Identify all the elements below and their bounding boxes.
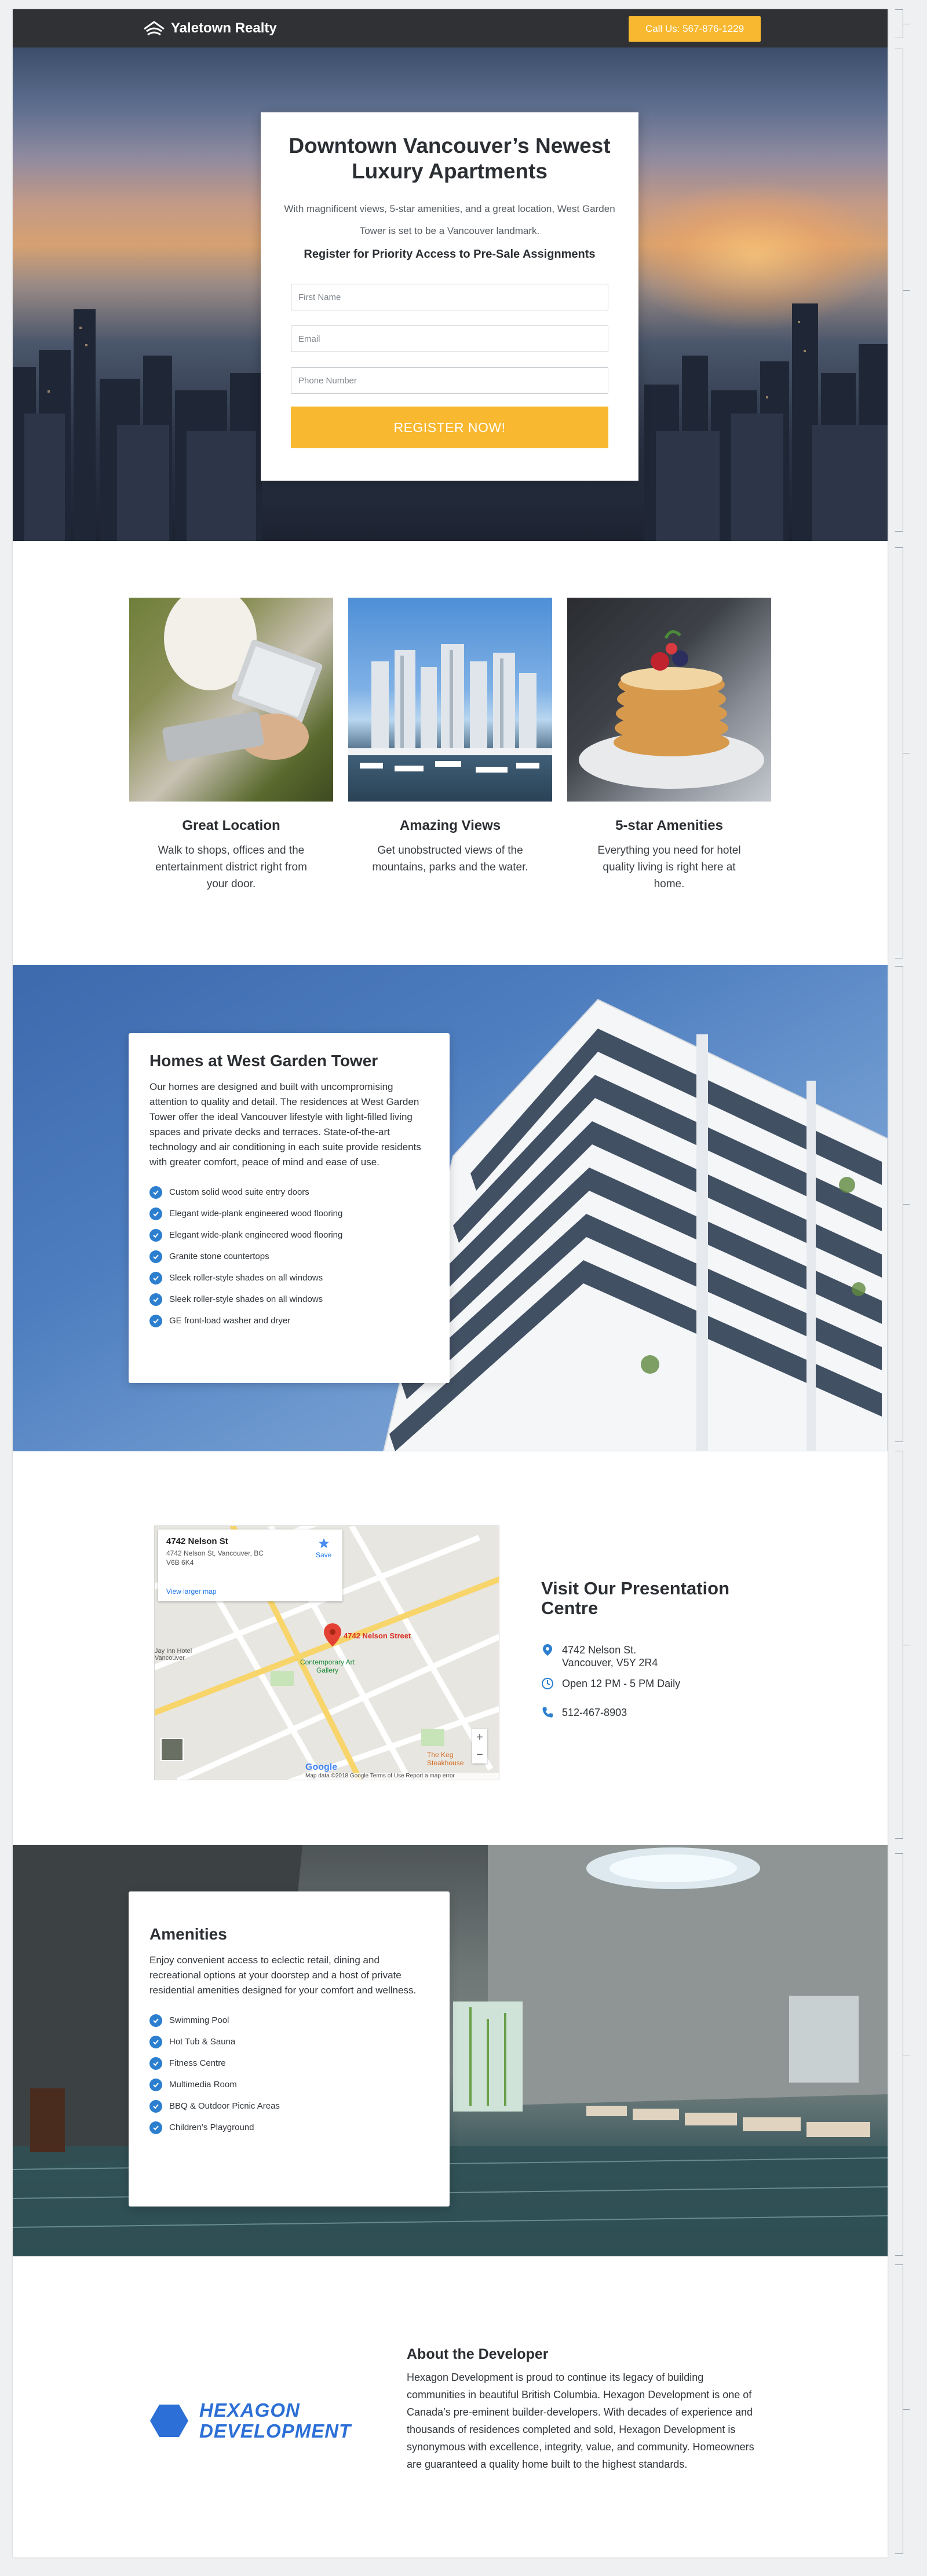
laptop-photo	[129, 598, 333, 802]
visit-phone-row[interactable]	[541, 1706, 627, 1719]
feature-text: Get unobstructed views of the mountains, parks and the water.	[372, 844, 528, 873]
amenities-list	[149, 2010, 429, 2138]
check-icon	[149, 1293, 162, 1306]
visit-hours: Open 12 PM - 5 PM Daily	[562, 1678, 681, 1689]
phone-icon	[541, 1706, 554, 1719]
hero-title: Downtown Vancouver’s Newest Luxury Apartments	[289, 134, 611, 183]
clock-icon	[541, 1677, 554, 1690]
check-icon	[149, 1315, 162, 1327]
map-attribution: Map data ©2018 Google Terms of Use Report a map error	[303, 1773, 499, 1780]
check-icon	[149, 2014, 162, 2027]
outline-bracket	[895, 2264, 903, 2554]
map-zoom-controls[interactable]: + −	[472, 1729, 487, 1763]
list-item	[149, 2074, 429, 2095]
register-form-card	[261, 112, 638, 481]
list-item	[149, 1246, 429, 1267]
map-place-address: 4742 Nelson St, Vancouver, BC V6B 6K4	[166, 1549, 264, 1567]
map-satellite-toggle[interactable]	[160, 1738, 184, 1761]
list-item-label: Fitness Centre	[169, 2058, 226, 2068]
register-button[interactable]: REGISTER NOW!	[291, 407, 608, 448]
list-item-label: Hot Tub & Sauna	[169, 2037, 236, 2047]
map-save-button[interactable]	[316, 1538, 331, 1559]
embedded-map[interactable]	[154, 1525, 499, 1780]
list-item-label: Sleek roller-style shades on all windows	[169, 1273, 323, 1283]
developer-description: Hexagon Development is proud to continue its legacy of building communities in beautiful British Columbia. Hexagon Development is one of Canada’s pre-eminent builder-developers. With decades of experience and thousands of residences completed and sold, Hexagon Development is synonymous with excellence, integrity, value, and community. Homeowners are guaranteed a quality home built to the highest standards.	[407, 2372, 754, 2470]
map-keg-label: The Keg Steakhouse	[427, 1751, 464, 1767]
hexagon-logo-icon	[149, 2403, 189, 2438]
list-item	[149, 1310, 429, 1331]
check-icon	[149, 2079, 162, 2091]
list-item	[149, 2052, 429, 2074]
developer-title: About the Developer	[407, 2346, 549, 2362]
view-larger-map-link[interactable]: View larger map	[166, 1587, 217, 1596]
feature-amazing-views	[348, 598, 552, 876]
homes-title: Homes at West Garden Tower	[149, 1052, 378, 1070]
map-gallery-label: Contemporary Art Gallery	[300, 1658, 355, 1674]
feature-text: Walk to shops, offices and the entertainment district right from your door.	[155, 844, 307, 890]
outline-bracket	[895, 1853, 903, 2256]
brand-name: Yaletown Realty	[171, 20, 277, 36]
brand-logo[interactable]	[143, 20, 277, 37]
hero-subtitle: With magnificent views, 5-star amenities, and a great location, West Garden Tower is set to be a Vancouver landmark.	[284, 203, 615, 236]
list-item-label: Granite stone countertops	[169, 1252, 269, 1261]
visit-title: Visit Our Presentation Centre	[541, 1578, 730, 1618]
list-item	[149, 1203, 429, 1224]
map-save-label: Save	[316, 1551, 332, 1559]
outline-bracket	[895, 9, 903, 38]
outline-bracket	[895, 49, 903, 532]
map-hotel-label: Jay Inn Hotel Vancouver	[155, 1648, 192, 1662]
homes-card	[129, 1033, 450, 1383]
list-item-label: BBQ & Outdoor Picnic Areas	[169, 2101, 280, 2111]
list-item-label: Children’s Playground	[169, 2123, 254, 2132]
star-icon	[318, 1538, 330, 1549]
pancakes-photo	[567, 598, 771, 802]
feature-five-star-amenities	[567, 598, 771, 892]
check-icon	[149, 2057, 162, 2070]
check-icon	[149, 2121, 162, 2134]
list-item	[149, 1181, 429, 1203]
google-logo: Google	[305, 1762, 338, 1772]
amenities-section	[13, 1845, 888, 2256]
hero-section	[13, 47, 888, 541]
check-icon	[149, 1186, 162, 1199]
list-item	[149, 2095, 429, 2117]
list-item	[149, 2010, 429, 2031]
outline-bracket	[895, 1451, 903, 1839]
amenities-title: Amenities	[149, 1925, 227, 1943]
list-item	[149, 2117, 429, 2138]
map-pin-label: 4742 Nelson Street	[344, 1631, 411, 1640]
list-item	[149, 1267, 429, 1289]
list-item	[149, 1224, 429, 1246]
visit-address-row	[541, 1644, 672, 1669]
amenities-card	[129, 1891, 450, 2207]
email-field[interactable]	[291, 325, 608, 352]
visit-address: 4742 Nelson St. Vancouver, V5Y 2R4	[562, 1644, 658, 1668]
feature-title: Great Location	[182, 818, 280, 833]
developer-logo[interactable]	[149, 2400, 351, 2442]
developer-logo-line1: HEXAGON	[199, 2399, 300, 2421]
house-logo-icon	[143, 20, 165, 37]
map-place-card	[158, 1529, 342, 1601]
top-header	[13, 9, 888, 47]
homes-description: Our homes are designed and built with uncompromising attention to quality and detail. The residences at West Garden Tower offer the ideal Vancouver lifestyle with light-filled living spaces and private decks and terraces. State-of-the-art technology and air conditioning in each suite provide residents with greater comfort, peace of mind and ease of use.	[149, 1081, 421, 1168]
map-place-title: 4742 Nelson St	[166, 1536, 228, 1546]
feature-title: 5-star Amenities	[615, 818, 723, 833]
feature-title: Amazing Views	[399, 818, 501, 833]
list-item-label: Sleek roller-style shades on all windows	[169, 1294, 323, 1304]
harbour-photo	[348, 598, 552, 802]
map-pin-icon[interactable]	[324, 1623, 341, 1649]
call-us-button[interactable]: Call Us: 567-876-1229	[629, 16, 761, 42]
check-icon	[149, 1250, 162, 1263]
list-item-label: Swimming Pool	[169, 2015, 229, 2025]
homes-section	[13, 965, 888, 1451]
list-item-label: Elegant wide-plank engineered wood flooring	[169, 1230, 343, 1240]
list-item	[149, 2031, 429, 2052]
list-item-label: GE front-load washer and dryer	[169, 1316, 291, 1326]
check-icon	[149, 2036, 162, 2048]
location-pin-icon	[541, 1644, 554, 1656]
phone-field[interactable]	[291, 367, 608, 394]
register-heading: Register for Priority Access to Pre-Sale Assignments	[304, 248, 596, 261]
check-icon	[149, 2100, 162, 2113]
list-item-label: Custom solid wood suite entry doors	[169, 1187, 309, 1197]
outline-bracket	[895, 547, 903, 958]
outline-bracket	[895, 966, 903, 1442]
visit-phone[interactable]: 512-467-8903	[562, 1707, 627, 1718]
first-name-field[interactable]	[291, 284, 608, 310]
amenities-description: Enjoy convenient access to eclectic retail, dining and recreational options at your doorstep and a host of private residential amenities designed for your comfort and wellness.	[149, 1955, 417, 1996]
feature-text: Everything you need for hotel quality living is right here at home.	[597, 844, 741, 890]
check-icon	[149, 1272, 162, 1285]
visit-hours-row	[541, 1677, 680, 1690]
list-item-label: Multimedia Room	[169, 2080, 237, 2090]
list-item-label: Elegant wide-plank engineered wood flooring	[169, 1209, 343, 1219]
check-icon	[149, 1229, 162, 1242]
landing-page	[13, 9, 888, 2557]
list-item	[149, 1289, 429, 1310]
developer-logo-line2: DEVELOPMENT	[199, 2420, 352, 2442]
check-icon	[149, 1208, 162, 1220]
homes-feature-list	[149, 1181, 429, 1331]
feature-great-location	[129, 598, 333, 892]
